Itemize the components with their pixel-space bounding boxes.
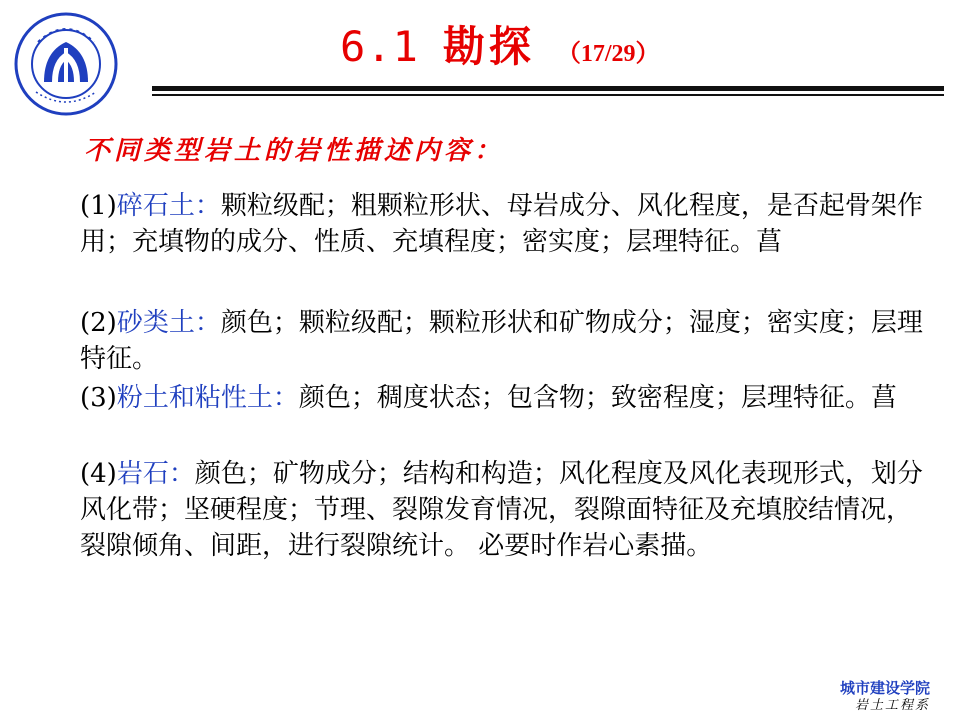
- item-number: (2): [80, 308, 117, 338]
- item-number: (1): [80, 191, 117, 221]
- footer-credit: [840, 679, 930, 714]
- item-number: (3): [80, 383, 117, 413]
- item-text: 颜色；矿物成分；结构和构造；风化程度及风化表现形式，划分风化带；坚硬程度；节理、裂隙发育情况，裂隙面特征及充填胶结情况，裂隙倾角、间距，进行裂隙统计。 必要时作岩心素描。: [80, 459, 923, 561]
- header-rule-thick: [152, 86, 944, 91]
- item-text: 颜色；稠度状态；包含物；致密程度；层理特征。菖: [298, 383, 897, 413]
- item-label: 粉土和粘性土：: [116, 383, 299, 413]
- header-rule-thin: [152, 94, 944, 96]
- slide-subtitle: 不同类型岩土的岩性描述内容：: [84, 136, 505, 166]
- item-label: 岩石：: [116, 459, 195, 489]
- page-indicator: （17/29）: [556, 41, 660, 67]
- slide-title: [340, 14, 660, 74]
- section-number: 6.1: [340, 22, 419, 71]
- item-text: 颜色；颗粒级配；颗粒形状和矿物成分；湿度；密实度；层理特征。: [80, 308, 923, 374]
- list-item: [80, 456, 930, 564]
- list-item: [80, 305, 930, 377]
- item-text: 颗粒级配；粗颗粒形状、母岩成分、风化程度，是否起骨架作用；充填物的成分、性质、充填程度；密实度；层理特征。菖: [80, 191, 923, 257]
- list-item: [80, 380, 930, 416]
- section-title: 勘探: [442, 22, 535, 71]
- item-label: 碎石土：: [116, 191, 221, 221]
- item-label: 砂类土：: [116, 308, 221, 338]
- item-number: (4): [80, 459, 117, 489]
- university-seal-icon: [14, 12, 118, 116]
- footer-department: 岩土工程系: [854, 698, 930, 713]
- list-item: [80, 188, 930, 260]
- footer-school: 城市建设学院: [839, 679, 930, 697]
